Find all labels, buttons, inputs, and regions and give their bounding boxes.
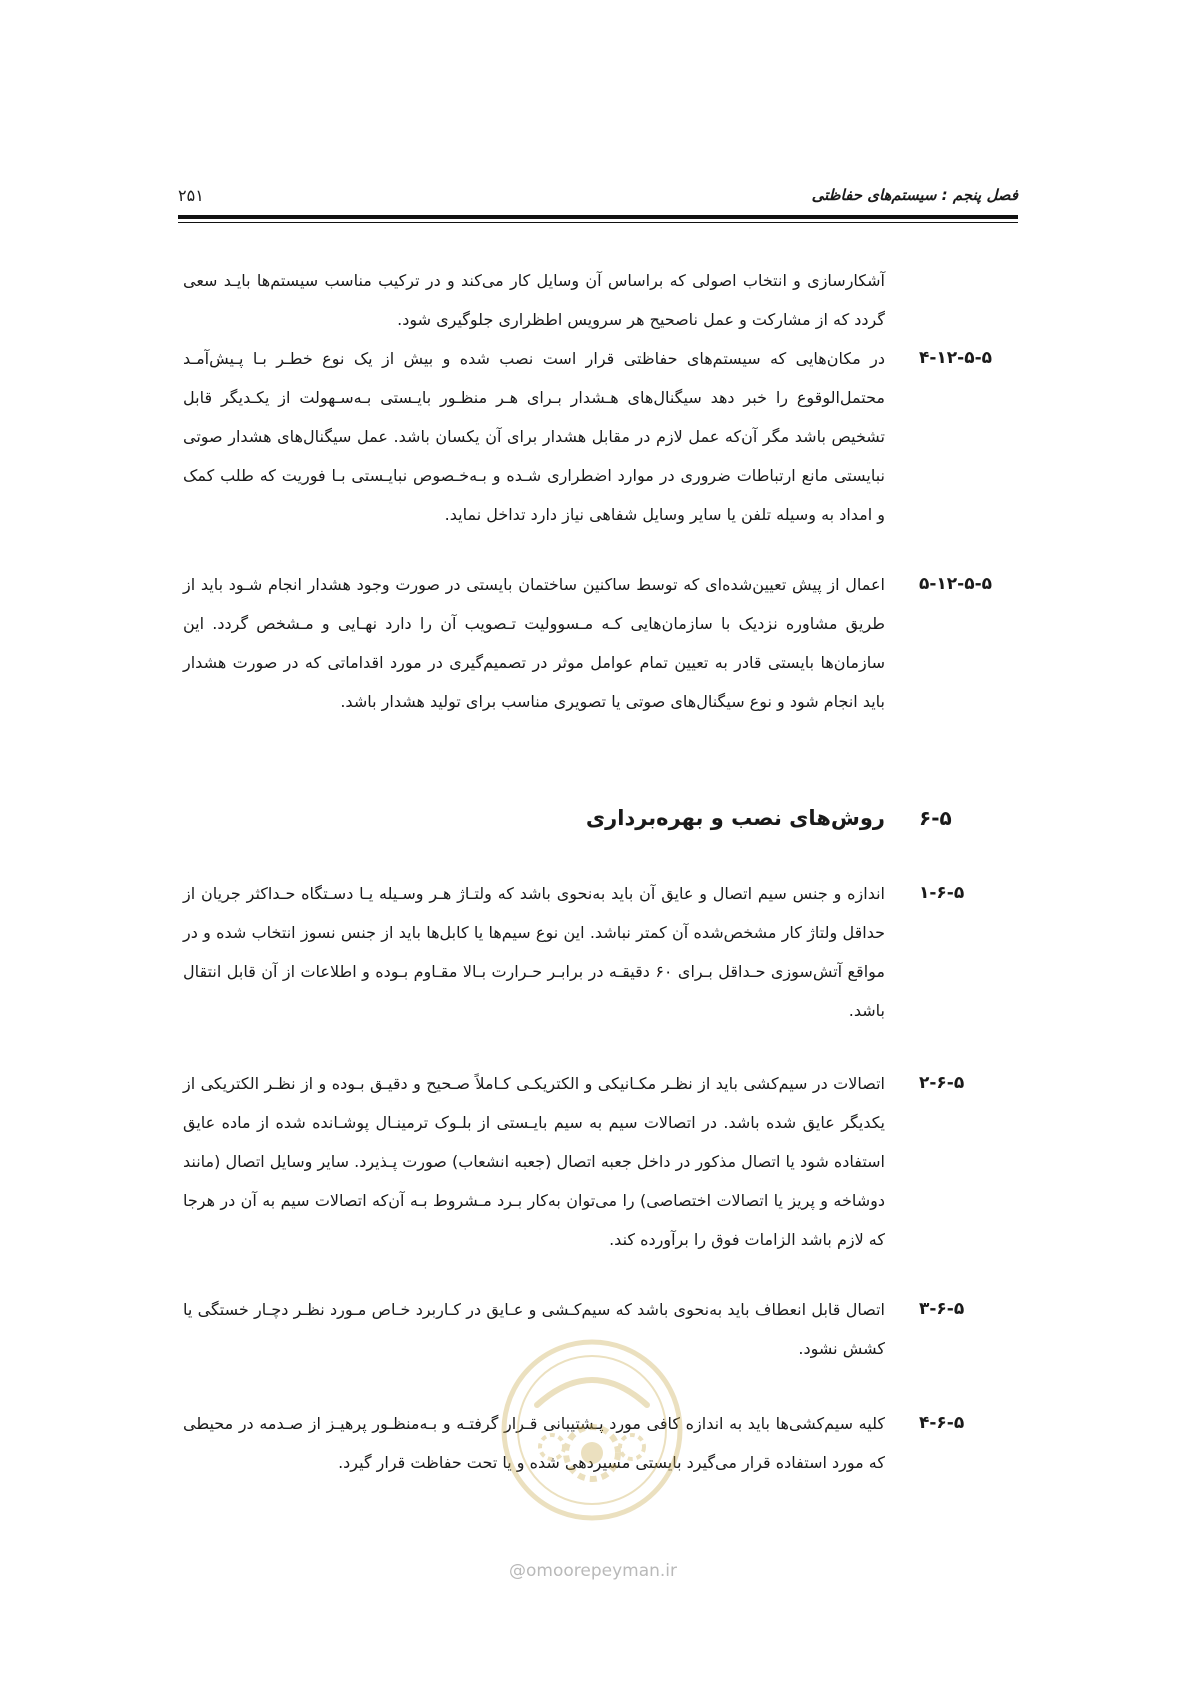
clause-number: ۳-۶-۵ — [919, 1299, 965, 1319]
clause-paragraph: اتصالات در سیم‌کشی باید از نظـر مکـانیکی و الکتریکـی کـاملاً صـحیح و دقیـق بـوده و از نظـر الکتریکی از یکدیگر عایق شده باشد. در اتصالات سیم به سیم بایـستی از بلـوک ترمینـال پوشـانده شده از ماده عایق استفاده شود یا اتصال مذکور در داخل جعبه اتصال (جعبه انشعاب) صورت پـذیرد. سایر وسایل اتصال (مانند دوشاخه و پریز یا اتصالات اختصاصی) را می‌توان به‌کار بـرد مـشروط بـه آن‌که اتصالات سیم به آن در هرجا که لازم باشد الزامات فوق را برآورده کند. — [182, 1074, 885, 1249]
watermark-seal-logo — [497, 1335, 687, 1525]
section-title: روش‌های نصب و بهره‌برداری — [585, 806, 885, 830]
clause-number: ۵-۱۲-۵-۵ — [919, 574, 993, 594]
page-header — [178, 186, 1018, 210]
clause-paragraph: اندازه و جنس سیم اتصال و عایق آن باید به‌نحوی باشد که ولتـاژ هـر وسـیله یـا دسـتگاه حـداکثر جریان از حداقل ولتاژ کار مشخص‌شده آن کمتر نباشد. این نوع سیم‌ها یا کابل‌ها باید از جنس نسوز انتخاب شده و در مواقع آتش‌سوزی حـداقل بـرای ۶۰ دقیقـه در برابـر حـرارت بـالا مقـاوم بـوده و اطلاعات از آن قابل انتقال باشد. — [183, 884, 885, 1020]
chapter-title: فصل پنجم : سیستم‌های حفاظتی — [811, 186, 1018, 204]
header-rule-thin — [178, 222, 1018, 223]
clause-paragraph: کلیه سیم‌کشی‌ها باید به اندازه کافی مورد پـشتیبانی قـرار گرفتـه و بـه‌منظـور پرهیـز از صـدمه در محیطی که مورد استفاده قرار می‌گیرد بایستی مسیردهی شده و یا تحت حفاظت قرار گیرد. — [183, 1414, 885, 1472]
header-rule-thick — [178, 215, 1018, 219]
clause-number: ۴-۱۲-۵-۵ — [919, 348, 993, 368]
section-number: ۶-۵ — [919, 806, 952, 830]
intro-paragraph: آشکارسازی و انتخاب اصولی که براساس آن وسایل کار می‌کند و در ترکیب مناسب سیستم‌ها بایـد سعی گردد که از مشارکت و عمل ناصحیح هر سرویس اطظراری جلوگیری شود. — [183, 271, 885, 329]
page-number: ۲۵۱ — [178, 186, 204, 205]
watermark-url: @omoorepeyman.ir — [508, 1561, 678, 1581]
clause-number: ۱-۶-۵ — [919, 883, 965, 903]
clause-number: ۲-۶-۵ — [919, 1073, 965, 1093]
clause-paragraph: اعمال از پیش تعیین‌شده‌ای که توسط ساکنین ساختمان بایستی در صورت وجود هشدار انجام شـود باید از طریق مشاوره نزدیک با سازمان‌هایی کـه مـسوولیت تـصویب آن را دارد نهـایی و مـشخص گردد. این سازمان‌ها بایستی قادر به تعیین تمام عوامل موثر در تصمیم‌گیری در مورد اقداماتی که در صورت هشدار باید انجام شود و نوع سیگنال‌های صوتی یا تصویری مناسب برای تولید هشدار باشد. — [183, 575, 885, 711]
clause-paragraph: اتصال قابل انعطاف باید به‌نحوی باشد که سیم‌کـشی و عـایق در کـاربرد خـاص مـورد نظـر دچـار خستگی یا کشش نشود. — [183, 1300, 885, 1358]
watermark-url-icon: @ — [508, 1561, 526, 1581]
clause-paragraph: در مکان‌هایی که سیستم‌های حفاظتی قرار است نصب شده و بیش از یک نوع خطـر بـا پـیش‌آمـد محتمل‌الوقوع را خبر دهد سیگنال‌های هـشدار بـرای هـر منظـور بایـستی بـه‌سـهولت از یکـدیگر قابل تشخیص باشد مگر آن‌که عمل لازم در مقابل هشدار برای آن یکسان باشد. عمل سیگنال‌های هشدار صوتی نبایستی مانع ارتباطات ضروری در موارد اضطراری شـده و بـه‌خـصوص نبایـستی بـا فوریت که طلب کمک و امداد به وسیله تلفن یا سایر وسایل شفاهی نیاز دارد تداخل نماید. — [183, 349, 885, 524]
clause-number: ۴-۶-۵ — [919, 1413, 965, 1433]
